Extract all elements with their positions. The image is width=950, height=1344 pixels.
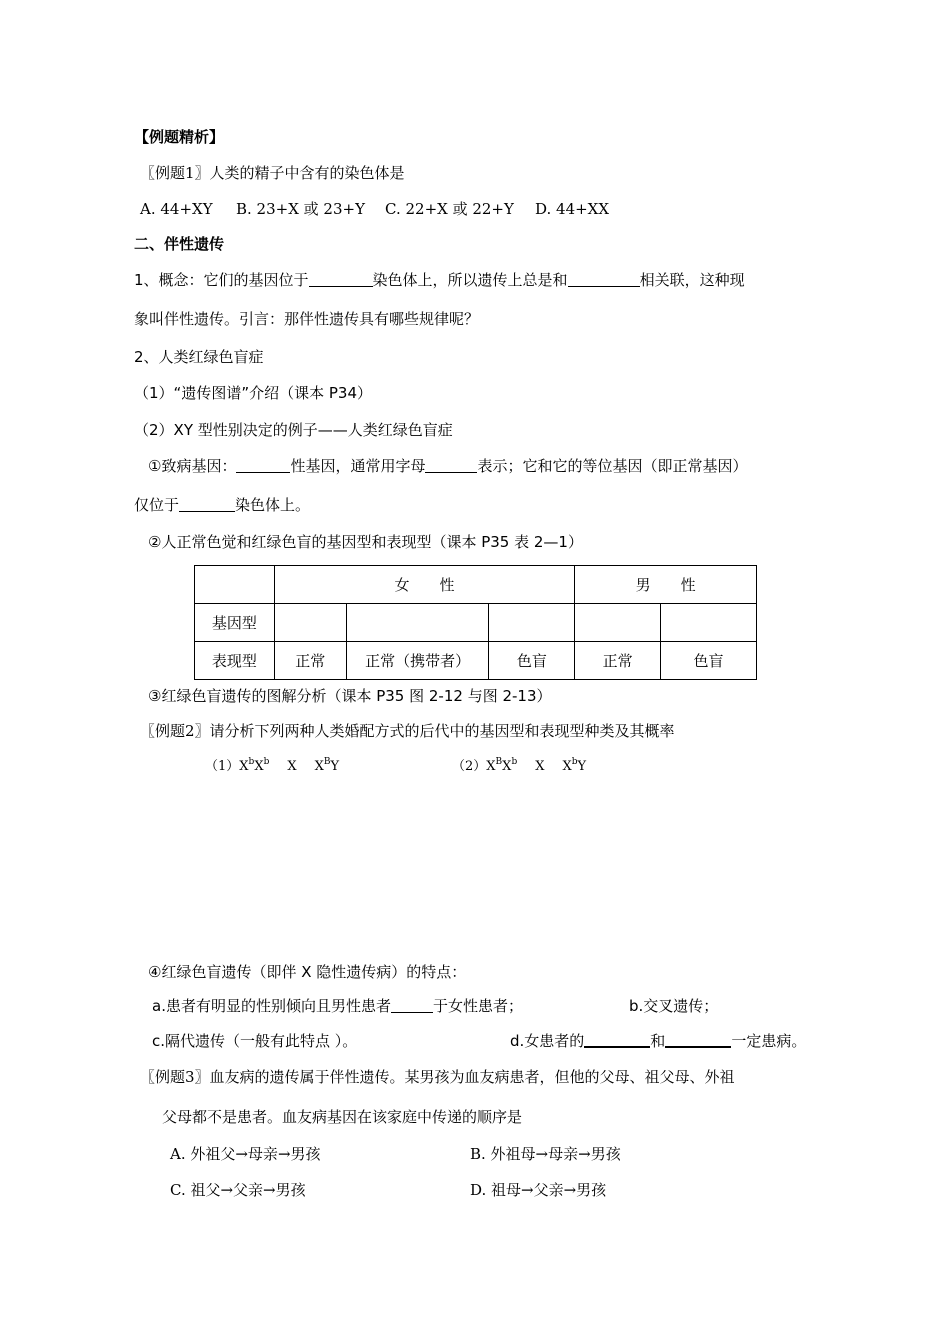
- blank-sex: [568, 271, 640, 287]
- genotype-label: 基因型: [195, 604, 275, 642]
- feature-d: d.女患者的 和 一定患病。: [510, 1032, 807, 1050]
- case1-label: （1）: [205, 759, 240, 774]
- sub1: （1）“遗传图谱”介绍（课本 P34）: [134, 384, 372, 402]
- phenotype-cell: 正常: [575, 642, 661, 680]
- example3-option-a: A. 外祖父→母亲→男孩: [170, 1145, 321, 1163]
- phenotype-label: 表现型: [195, 642, 275, 680]
- example2-stem: 〖例题2〗请分析下列两种人类婚配方式的后代中的基因型和表现型种类及其概率: [140, 722, 675, 740]
- genotype-cell: [661, 604, 757, 642]
- cross-symbol: X: [535, 759, 545, 774]
- example2-case1: $(1)X^bX^b$ X $X^BY$: [205, 757, 340, 774]
- case2-label: （2）: [452, 759, 487, 774]
- concept-line1: [134, 270, 745, 290]
- example3-option-d: D. 祖母→父亲→男孩: [470, 1181, 607, 1199]
- phenotype-cell: 色盲: [661, 642, 757, 680]
- genotype-cell: [489, 604, 575, 642]
- section2-title: 二、伴性遗传: [134, 235, 225, 253]
- point1-text-e: 染色体上。: [235, 496, 311, 514]
- example1-option-a: A. 44+XY: [140, 200, 213, 218]
- example1-option-d: D. 44+XX: [535, 200, 610, 218]
- example3-stem-line2: 父母都不是患者。血友病基因在该家庭中传递的顺序是: [162, 1108, 523, 1126]
- point3: ③红绿色盲遗传的图解分析（课本 P35 图 2-12 与图 2-13）: [148, 687, 552, 705]
- cross-symbol: X: [287, 759, 297, 774]
- genotype-cell: [575, 604, 661, 642]
- example1-option-b: B. 23+X 或 23+Y: [236, 200, 365, 218]
- blank-chromosome: [309, 271, 373, 287]
- point1-line2: [134, 495, 310, 515]
- blank-recessive: [236, 457, 290, 473]
- genotype-phenotype-table: [194, 565, 757, 680]
- male-header: 男 性: [575, 566, 757, 604]
- point1-text-d: 仅位于: [134, 496, 180, 514]
- blank-letter: [425, 457, 477, 473]
- example3-option-c: C. 祖父→父亲→男孩: [170, 1181, 306, 1199]
- concept-text-a: 1、概念：它们的基因位于: [134, 271, 309, 289]
- concept-line2: 象叫伴性遗传。引言：那伴性遗传具有哪些规律呢？: [134, 310, 480, 328]
- genotype-cell: [346, 604, 489, 642]
- example3-option-b: B. 外祖母→母亲→男孩: [470, 1145, 621, 1163]
- feature-c: c.隔代遗传（一般有此特点 ）。: [152, 1032, 358, 1050]
- feature-a: a.患者有明显的性别倾向且男性患者 于女性患者；: [152, 997, 523, 1015]
- feature-b: b.交叉遗传；: [629, 997, 719, 1015]
- point2: ②人正常色觉和红绿色盲的基因型和表现型（课本 P35 表 2—1）: [148, 533, 583, 551]
- genotype-cell: [274, 604, 346, 642]
- sub2: （2）XY 型性别决定的例子——人类红绿色盲症: [134, 421, 453, 439]
- section-header: 【例题精析】: [134, 128, 225, 146]
- point1-text-c: 表示；它和它的等位基因（即正常基因）: [477, 457, 748, 475]
- point1-text-b: 性基因，通常用字母: [290, 457, 426, 475]
- point4: ④红绿色盲遗传（即伴 X 隐性遗传病）的特点：: [148, 963, 467, 981]
- concept-text-b: 染色体上，所以遗传上总是和: [372, 271, 568, 289]
- blank-more: [391, 997, 433, 1013]
- blank-father: [584, 1031, 650, 1048]
- blank-x-chromosome: [179, 496, 235, 512]
- phenotype-cell: 色盲: [489, 642, 575, 680]
- point1-text-a: ①致病基因：: [148, 457, 237, 475]
- phenotype-cell: 正常: [274, 642, 346, 680]
- example3-stem-line1: 〖例题3〗血友病的遗传属于伴性遗传。某男孩为血友病患者，但他的父母、祖父母、外祖: [140, 1068, 735, 1086]
- blank-son: [665, 1031, 731, 1048]
- item2-title: 2、人类红绿色盲症: [134, 348, 264, 366]
- table-corner-cell: [195, 566, 275, 604]
- example2-case2: $(2)X^BX^b$ X $X^bY$: [452, 757, 587, 774]
- female-header: 女 性: [274, 566, 574, 604]
- concept-text-c: 相关联，这种现: [639, 271, 745, 289]
- point1-line1: [148, 456, 747, 476]
- phenotype-cell: 正常（携带者）: [346, 642, 489, 680]
- example1-stem: 〖例题1〗人类的精子中含有的染色体是: [140, 164, 405, 182]
- example1-option-c: C. 22+X 或 22+Y: [385, 200, 514, 218]
